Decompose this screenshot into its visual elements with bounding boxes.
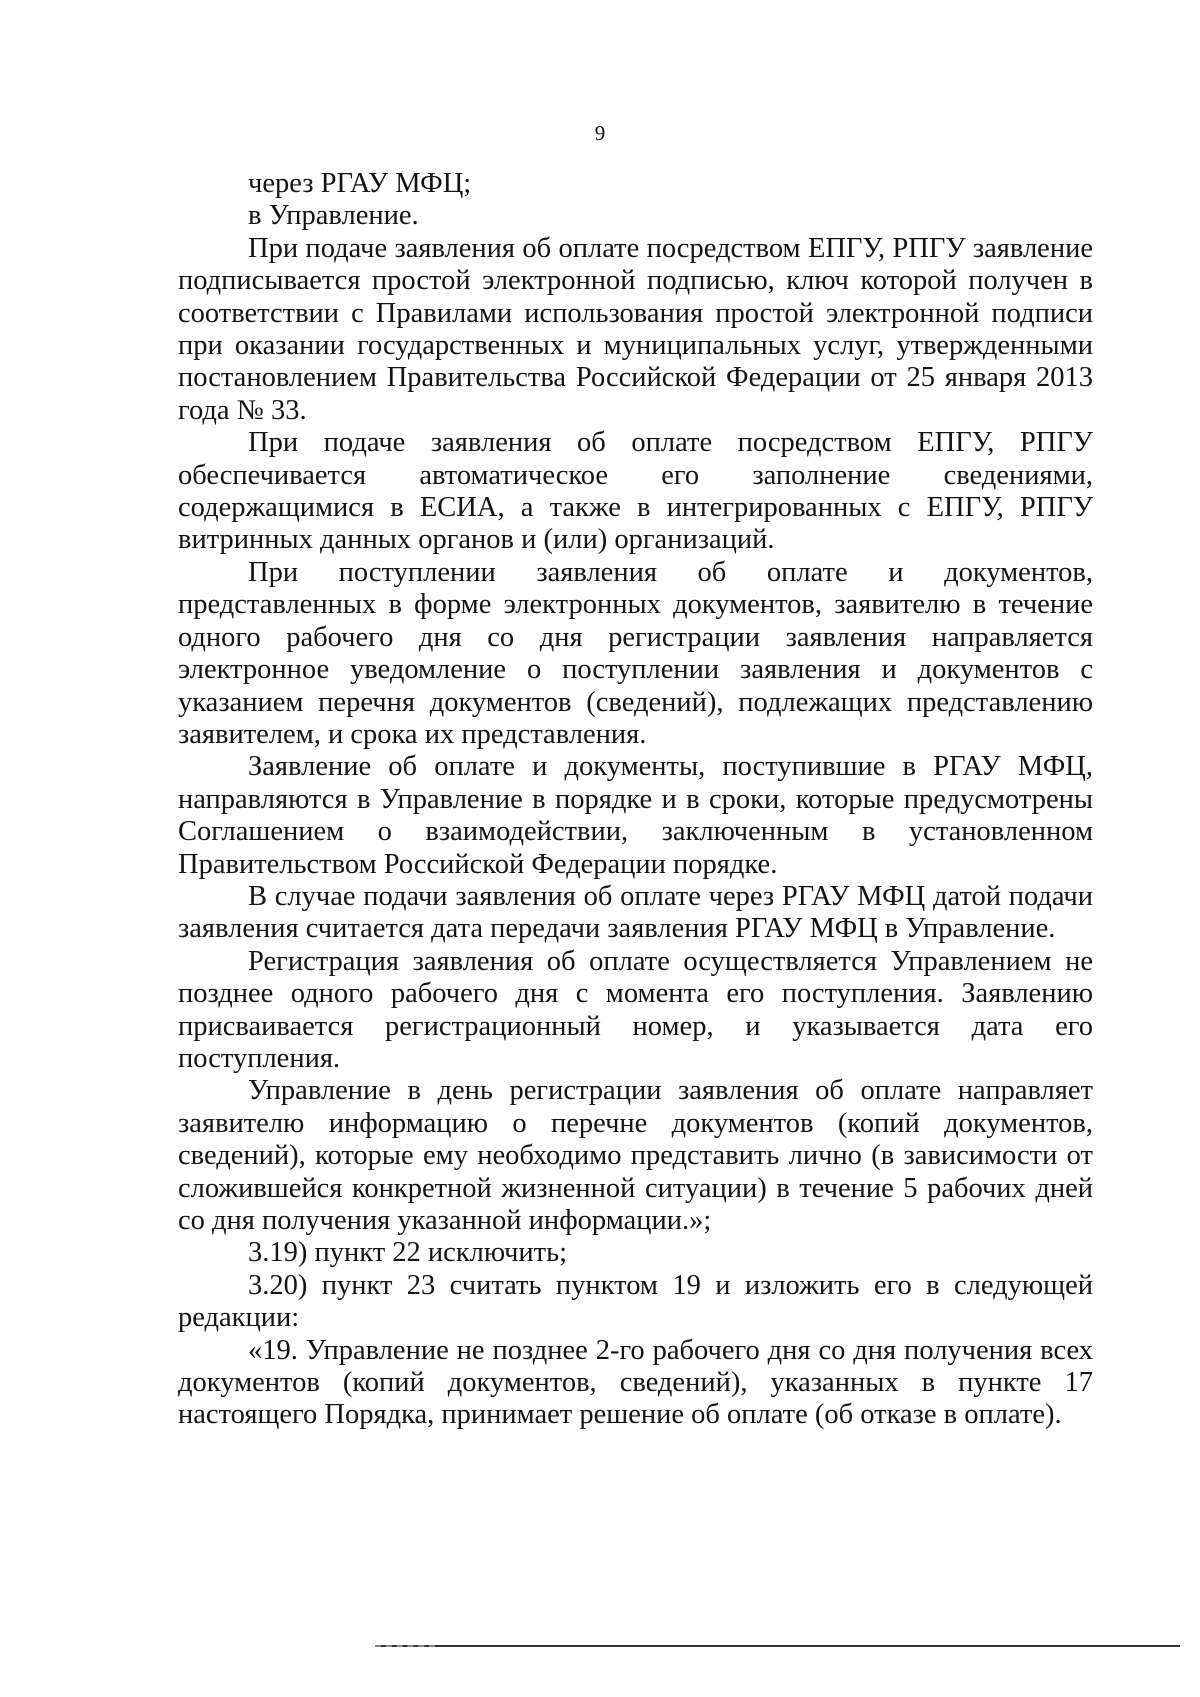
- page-number: 9: [594, 121, 606, 145]
- paragraph-mfc-transfer: Заявление об оплате и документы, поступившие в РГАУ МФЦ, направляются в Управление в порядке и в сроки, которые предусмотрены Соглашением о взаимодействии, заключенным в установленном Правительством Российской Федерации порядке.: [178, 751, 1093, 880]
- paragraph-submission-date: В случае подачи заявления об оплате через РГАУ МФЦ датой подачи заявления считается дата передачи заявления РГАУ МФЦ в Управление.: [178, 880, 1093, 945]
- paragraph-epgu-signature: При подаче заявления об оплате посредством ЕПГУ, РПГУ заявление подписывается простой электронной подписью, ключ которой получен в соответствии с Правилами использования простой электронной подписи при оказании государственных и муниципальных услуг, утвержденными постановлением Правительства Российской Федерации от 25 января 2013 года № 33.: [178, 232, 1093, 426]
- paragraph-document-request: Управление в день регистрации заявления об оплате направляет заявителю информацию о перечне документов (копий документов, сведений), которые ему необходимо представить лично (в зависимости от сложившейся конкретной жизненной ситуации) в течение 5 рабочих дней со дня получения указанной информации.»;: [178, 1075, 1093, 1236]
- paragraph-list-item-1: через РГАУ МФЦ;: [248, 168, 472, 199]
- paragraph-registration: Регистрация заявления об оплате осуществляется Управлением не позднее одного рабочего дня с момента его поступления. Заявлению присваивается регистрационный номер, и указывается дата его поступления.: [178, 945, 1093, 1074]
- paragraph-item-19-decision: «19. Управление не позднее 2-го рабочего дня со дня получения всех документов (копий документов, сведений), указанных в пункте 17 настоящего Порядка, принимает решение об оплате (об отказе в оплате).: [178, 1334, 1093, 1431]
- paragraph-electronic-notice: При поступлении заявления об оплате и документов, представленных в форме электронных документов, заявителю в течение одного рабочего дня со дня регистрации заявления направляется электронное уведомление о поступлении заявления и документов с указанием перечня документов (сведений), подлежащих представлению заявителем, и срока их представления.: [178, 556, 1093, 750]
- paragraph-epgu-autofill: При подаче заявления об оплате посредством ЕПГУ, РПГУ обеспечивается автоматическое его заполнение сведениями, содержащимися в ЕСИА, а также в интегрированных с ЕПГУ, РПГУ витринных данных органов и (или) организаций.: [178, 427, 1093, 556]
- paragraph-item-3-20: 3.20) пункт 23 считать пунктом 19 и изложить его в следующей редакции:: [178, 1269, 1093, 1334]
- footer-rule-dashed-segment: [375, 1645, 435, 1647]
- paragraph-list-item-2: в Управление.: [248, 200, 419, 232]
- document-body: [178, 168, 1093, 1432]
- paragraph-item-3-19: 3.19) пункт 22 исключить;: [248, 1237, 568, 1269]
- footer-rule: [375, 1645, 1180, 1647]
